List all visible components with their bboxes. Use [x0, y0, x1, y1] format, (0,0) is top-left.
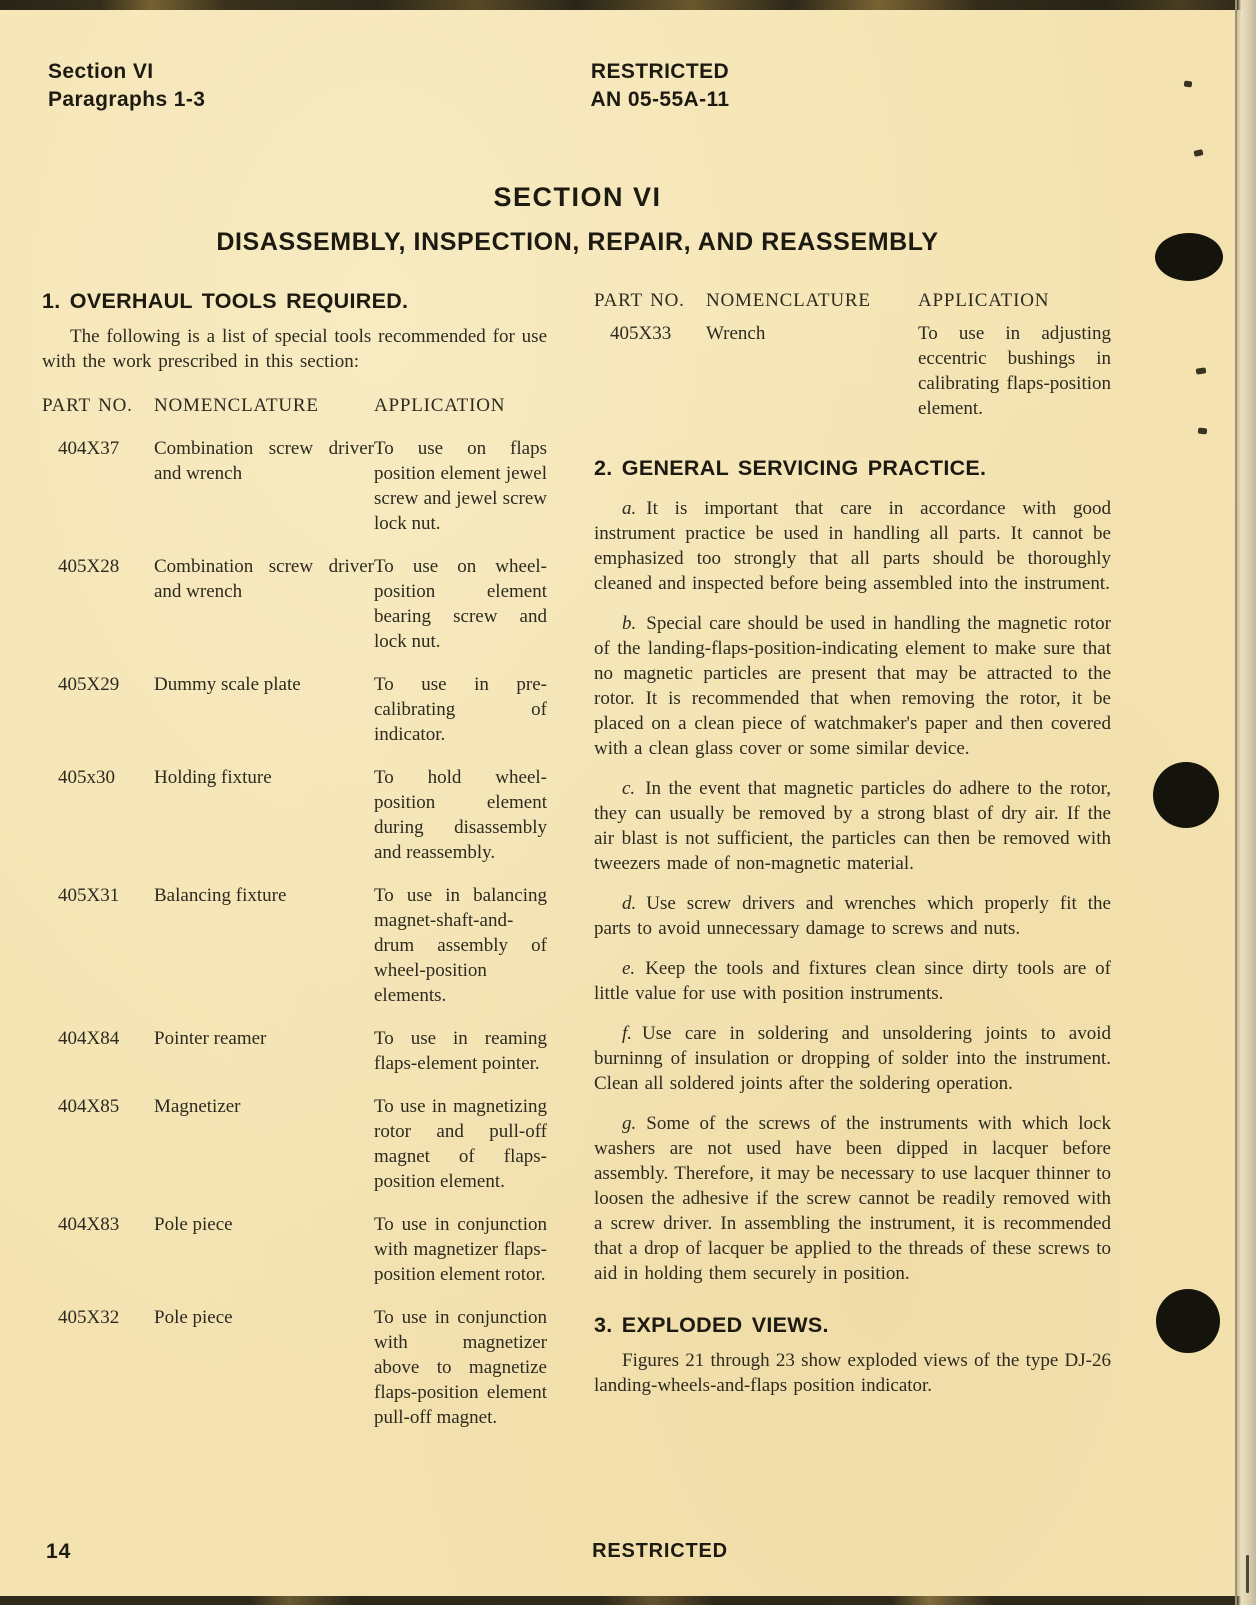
paragraph-text: It is important that care in accordance with good instrument practice be used in handling all parts. It cannot be emphasized too strongly that all parts should be thoroughly cleaned and inspected before being assembled into the instrument.	[594, 498, 1111, 594]
left-column	[42, 288, 547, 1430]
col-header-application: APPLICATION	[374, 395, 506, 416]
running-header-left	[48, 58, 205, 114]
nomenclature: Magnetizer	[154, 1096, 241, 1117]
ink-speck-icon	[1184, 80, 1193, 87]
application: To use in reaming flaps-element pointer.	[374, 1028, 547, 1074]
col-header-nomenclature: NOMENCLATURE	[154, 395, 319, 416]
paragraph-text: Use care in soldering and unsoldering joints to avoid burninng of insulation or dropping of solder into the instrument. Clean all soldered joints after the soldering operation.	[594, 1023, 1111, 1094]
table-row	[42, 436, 547, 536]
scan-edge-top	[0, 0, 1256, 10]
running-header-center	[590, 58, 729, 114]
part-no: 405X33	[610, 323, 672, 344]
paragraph-text: Keep the tools and fixtures clean since dirty tools are of little value for use with position instruments.	[594, 958, 1111, 1004]
application: To hold wheel-position element during disassembly and reassembly.	[374, 767, 547, 863]
tools-table	[42, 393, 547, 1430]
nomenclature: Pointer reamer	[154, 1028, 267, 1049]
nomenclature: Pole piece	[154, 1214, 233, 1235]
binder-hole-dot-icon	[1156, 1289, 1220, 1353]
part-no: 405X32	[58, 1307, 120, 1328]
nomenclature: Pole piece	[154, 1307, 233, 1328]
col-header-nomenclature: NOMENCLATURE	[706, 290, 871, 311]
nomenclature: Combination screw driver and wrench	[154, 556, 374, 602]
part-no: 405X28	[58, 556, 120, 577]
footer-restricted-stamp: RESTRICTED	[592, 1540, 728, 1562]
paragraph-f	[594, 1021, 1111, 1096]
nomenclature: Combination screw driver and wrench	[154, 438, 374, 484]
part-no: 405x30	[58, 767, 115, 788]
table-row	[42, 1212, 547, 1287]
application: To use in magnetizing rotor and pull-off magnet of flaps-position element.	[374, 1096, 547, 1192]
paragraph-ref: Paragraphs 1-3	[48, 88, 206, 111]
binder-hole-dot-icon	[1155, 233, 1223, 281]
part-no: 404X84	[58, 1028, 120, 1049]
servicing-practice-heading: 2. GENERAL SERVICING PRACTICE.	[594, 456, 987, 480]
application: To use in balancing magnet-shaft-and-drum assembly of wheel-position elements.	[374, 885, 547, 1006]
col-header-application: APPLICATION	[918, 290, 1050, 311]
paragraph-text: In the event that magnetic particles do adhere to the rotor, they can usually be removed by a strong blast of dry air. If the air blast is not sufficient, the particles can then be removed with tweezers made of non-magnetic material.	[594, 778, 1111, 874]
nomenclature: Balancing fixture	[154, 885, 287, 906]
exploded-views-text: Figures 21 through 23 show exploded views of the type DJ-26 landing-wheels-and-flaps position indicator.	[594, 1350, 1111, 1396]
application: To use on wheel-position element bearing screw and lock nut.	[374, 556, 547, 652]
table-row	[42, 554, 547, 654]
restricted-stamp: RESTRICTED	[590, 60, 730, 83]
application: To use in conjunction with magnetizer above to magnetize flaps-position element pull-off magnet.	[374, 1307, 547, 1428]
paragraph-label: d.	[622, 893, 637, 914]
table-row	[594, 321, 1111, 421]
scan-edge-bottom	[0, 1596, 1256, 1605]
binder-hole-dot-icon	[1153, 762, 1219, 828]
paragraph-g	[594, 1111, 1111, 1286]
paragraph-c	[594, 776, 1111, 876]
nomenclature: Holding fixture	[154, 767, 272, 788]
table-row	[42, 883, 547, 1008]
tools-table-header	[42, 393, 547, 418]
application: To use in pre-calibrating of indicator.	[374, 674, 547, 745]
paragraph-label: f.	[622, 1023, 633, 1044]
paragraph-text: Some of the screws of the instruments with which lock washers are not used have been dipped in lacquer before assembly. Therefore, it may be necessary to use lacquer thinner to loosen the adhesive if the screw cannot be readily removed with a screw driver. In assembling the instrument, it is recommended that a drop of lacquer be applied to the threads of these screws to aid in holding them securely in position.	[594, 1113, 1111, 1284]
tools-table-continued	[594, 288, 1111, 421]
section-title: SECTION VI	[493, 182, 662, 212]
part-no: 404X37	[58, 438, 120, 459]
nomenclature: Wrench	[706, 323, 766, 344]
paragraph-b	[594, 611, 1111, 761]
paragraph-text: Special care should be used in handling the magnetic rotor of the landing-flaps-position-indicating element to make sure that no magnetic particles are present that may be attracted to the rotor. It is recommended that when removing the rotor, it be placed on a clean piece of watchmaker's paper and then covered with a clean glass cover or some similar device.	[594, 613, 1111, 759]
paragraph-label: a.	[622, 498, 637, 519]
exploded-views-heading: 3. EXPLODED VIEWS.	[594, 1313, 829, 1337]
col-header-part-no: PART NO.	[594, 290, 685, 311]
scan-edge-right	[1235, 0, 1256, 1605]
part-no: 405X29	[58, 674, 120, 695]
section-ref: Section VI	[48, 60, 154, 83]
ink-speck-icon	[1196, 367, 1207, 374]
table-row	[42, 672, 547, 747]
paragraph-e	[594, 956, 1111, 1006]
doc-number: AN 05-55A-11	[590, 88, 730, 111]
table-row	[42, 765, 547, 865]
scan-edge-mark	[1246, 1555, 1249, 1593]
table-row	[42, 1094, 547, 1194]
overhaul-tools-heading: 1. OVERHAUL TOOLS REQUIRED.	[42, 289, 409, 313]
application: To use in conjunction with magnetizer flaps-position element rotor.	[374, 1214, 547, 1285]
section-title-block	[40, 182, 1115, 256]
table-row	[42, 1305, 547, 1430]
paragraph-a	[594, 496, 1111, 596]
paragraph-label: g.	[622, 1113, 637, 1134]
page-number: 14	[46, 1540, 72, 1563]
paragraph-label: e.	[622, 958, 636, 979]
part-no: 404X85	[58, 1096, 120, 1117]
ink-speck-icon	[1193, 149, 1203, 157]
section-subtitle: DISASSEMBLY, INSPECTION, REPAIR, AND REASSEMBLY	[216, 228, 939, 256]
paragraph-label: c.	[622, 778, 636, 799]
paragraph-label: b.	[622, 613, 637, 634]
tools-table-header	[594, 288, 1111, 313]
nomenclature: Dummy scale plate	[154, 674, 301, 695]
paragraph-text: Use screw drivers and wrenches which properly fit the parts to avoid unnecessary damage to screws and nuts.	[594, 893, 1111, 939]
tools-intro: The following is a list of special tools recommended for use with the work prescribed in this section:	[42, 326, 547, 372]
paragraph-d	[594, 891, 1111, 941]
application: To use on flaps position element jewel screw and jewel screw lock nut.	[374, 438, 547, 534]
ink-speck-icon	[1198, 428, 1208, 435]
part-no: 404X83	[58, 1214, 120, 1235]
part-no: 405X31	[58, 885, 120, 906]
col-header-part-no: PART NO.	[42, 395, 133, 416]
table-row	[42, 1026, 547, 1076]
application: To use in adjusting eccentric bushings in calibrating flaps-position element.	[918, 323, 1111, 419]
right-column	[594, 288, 1111, 1417]
